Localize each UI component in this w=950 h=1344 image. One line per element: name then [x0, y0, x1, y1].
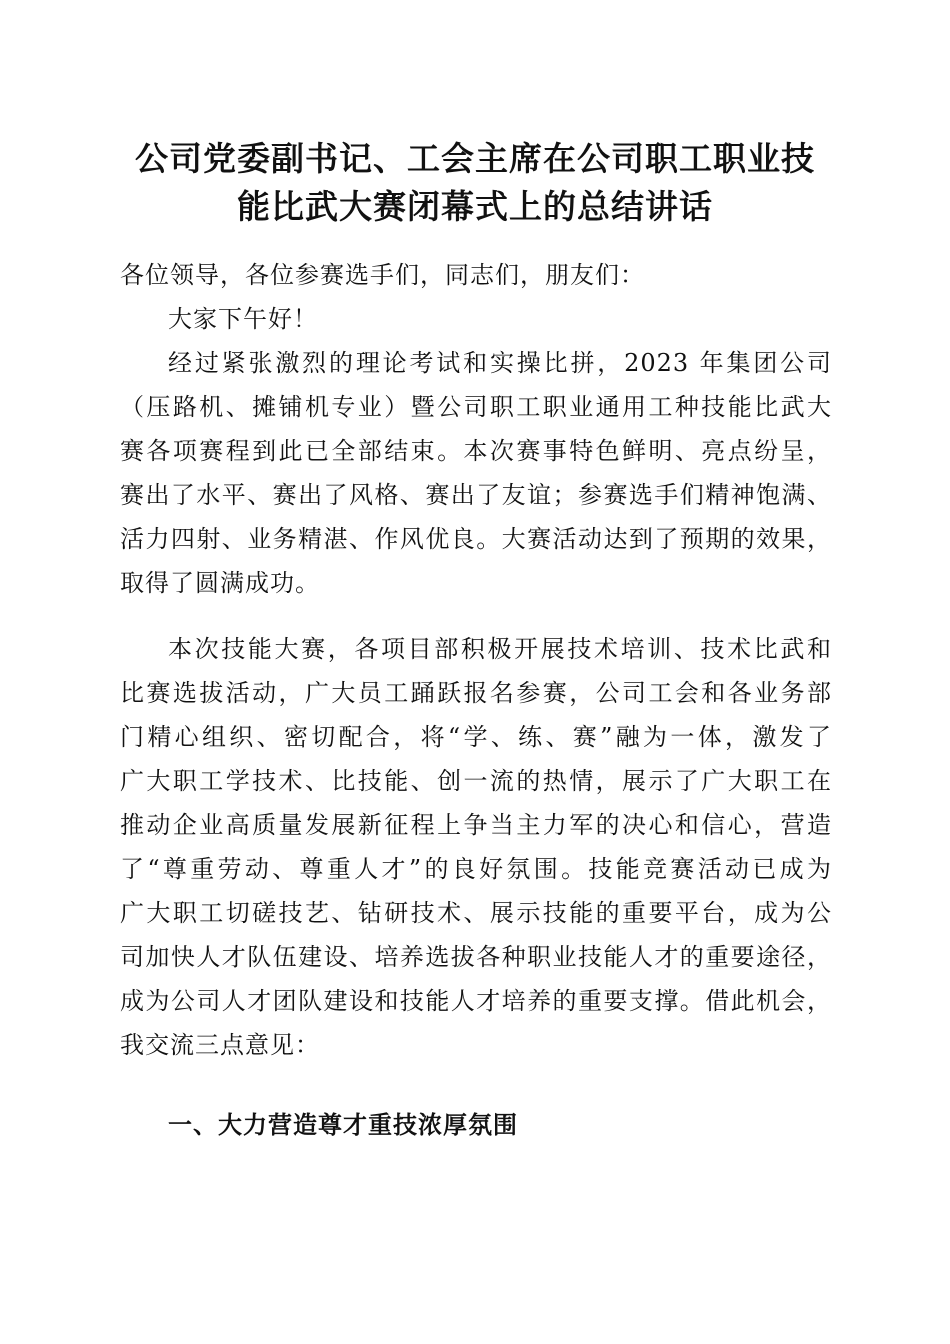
paragraph-2-line: 司加快人才队伍建设、培养选拔各种职业技能人才的重要途径，	[120, 943, 832, 971]
paragraph-1-line: 活力四射、业务精湛、作风优良。大赛活动达到了预期的效果，	[120, 525, 832, 553]
paragraph-2-line: 门精心组织、密切配合，将“学、练、赛”融为一体，激发了	[120, 723, 832, 751]
paragraph-2-line: 成为公司人才团队建设和技能人才培养的重要支撑。借此机会，	[120, 987, 832, 1015]
paragraph-2-line: 广大职工学技术、比技能、创一流的热情，展示了广大职工在	[120, 767, 832, 795]
document-title-line-1: 公司党委副书记、工会主席在公司职工职业技	[135, 139, 815, 178]
paragraph-2-line: 推动企业高质量发展新征程上争当主力军的决心和信心，营造	[120, 811, 832, 839]
paragraph-1-line: （压路机、摊铺机专业）暨公司职工职业通用工种技能比武大	[120, 393, 832, 421]
paragraph-2-line: 我交流三点意见：	[120, 1031, 320, 1059]
paragraph-1-line: 经过紧张激烈的理论考试和实操比拼，2023 年集团公司	[168, 349, 832, 377]
salutation: 各位领导，各位参赛选手们，同志们，朋友们：	[120, 261, 645, 289]
document-title-line-2: 能比武大赛闭幕式上的总结讲话	[237, 187, 713, 226]
greeting: 大家下午好！	[168, 305, 318, 333]
paragraph-1-line: 取得了圆满成功。	[120, 569, 320, 597]
section-heading: 一、大力营造尊才重技浓厚氛围	[168, 1110, 518, 1139]
paragraph-2-line: 比赛选拔活动，广大员工踊跃报名参赛，公司工会和各业务部	[120, 679, 832, 707]
paragraph-2-line: 本次技能大赛，各项目部积极开展技术培训、技术比武和	[168, 635, 832, 663]
paragraph-1-line: 赛各项赛程到此已全部结束。本次赛事特色鲜明、亮点纷呈，	[120, 437, 832, 465]
paragraph-2-line: 广大职工切磋技艺、钻研技术、展示技能的重要平台，成为公	[120, 899, 832, 927]
paragraph-2-line: 了“尊重劳动、尊重人才”的良好氛围。技能竞赛活动已成为	[120, 855, 832, 883]
paragraph-1-line: 赛出了水平、赛出了风格、赛出了友谊；参赛选手们精神饱满、	[120, 481, 832, 509]
